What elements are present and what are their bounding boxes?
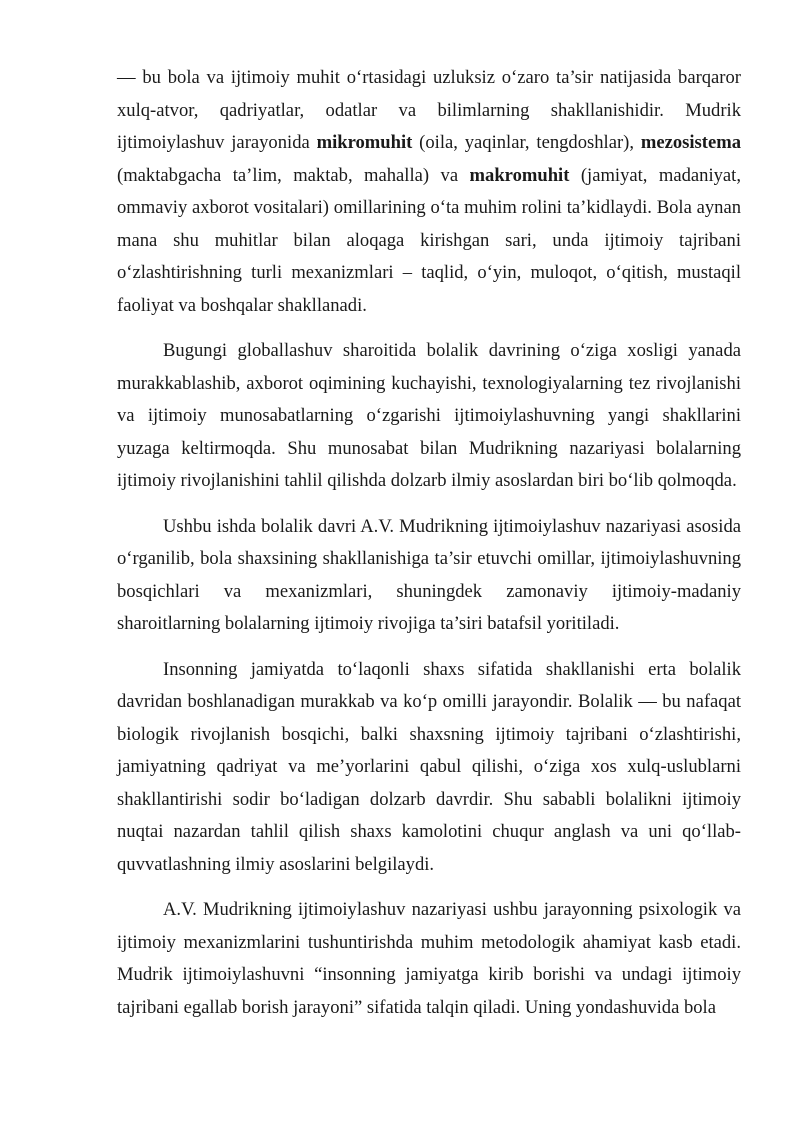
paragraph-1 [117,62,741,322]
term-mezosistema: mezosistema [640,132,742,153]
paragraph-1-text-c: (oila, yaqinlar, tengdoshlar), [412,132,641,153]
paragraph-4: Insonning jamiyatda to‘laqonli shaxs sifatida shakllanishi erta bolalik davridan boshlanadigan murakkab va ko‘p omilli jarayondir. Bolalik — bu nafaqat biologik rivojlanish bosqichi, balki shaxsning ijtimoiy tajribani o‘zlashtirishi, jamiyatning qadriyat va me’yorlarini qabul qilishi, o‘ziga xos xulq-uslublarni shakllantirishi sodir bo‘ladigan dolzarb davrdir. Shu sababli bolalikni ijtimoiy nuqtai nazardan tahlil qilish shaxs kamolotini chuqur anglash va uni qo‘llab-quvvatlashning ilmiy asoslarini belgilaydi. [117,658,741,875]
paragraph-5: A.V. Mudrikning ijtimoiylashuv nazariyasi ushbu jarayonning psixologik va ijtimoiy mexanizmlarini tushuntirishda muhim metodologik ahamiyat kasb etadi. Mudrik ijtimoiylashuvni “insonning jamiyatga kirib borishi va undagi ijtimoiy tajribani egallab borish jarayoni” sifatida talqin qiladi. Uning yondashuvida bola [117,899,741,1018]
paragraph-1-text-e: (jamiyat, madaniyat, ommaviy axborot vositalari) omillarining o‘ta muhim rolini ta’kidlaydi. Bola aynan mana shu muhitlar bilan aloqaga kirishgan sari, unda ijtimoiy tajribani o‘zlashtirishning turli mexanizmlari – taqlid, o‘yin, muloqot, o‘qitish, mustaqil faoliyat va boshqalar shakllanadi. [117,164,741,316]
term-makromuhit: makromuhit [469,164,570,186]
paragraph-3: Ushbu ishda bolalik davri A.V. Mudrikning ijtimoiylashuv nazariyasi asosida o‘rganilib, bola shaxsining shakllanishiga ta’sir etuvchi omillar, ijtimoiylashuvning bosqichlari va mexanizmlari, shuningdek zamonaviy ijtimoiy-madaniy sharoitlarning bolalarning ijtimoiy rivojiga ta’siri batafsil yoritiladi. [117,515,741,634]
term-mikromuhit: mikromuhit [316,132,413,153]
paragraph-2: Bugungi globallashuv sharoitida bolalik davrining o‘ziga xosligi yanada murakkablashib, axborot oqimining kuchayishi, texnologiyalarning tez rivojlanishi va ijtimoiy munosabatlarning o‘zgarishi ijtimoiylashuvning yangi shakllarini yuzaga keltirmoqda. Shu munosabat bilan Mudrikning nazariyasi bolalarning ijtimoiy rivojlanishini tahlil qilishda dolzarb ilmiy asoslardan biri bo‘lib qolmoqda. [117,340,741,491]
document-page [117,62,741,1037]
paragraph-1-text-a: — bu bola va ijtimoiy muhit o‘rtasidagi uzluksiz o‘zaro ta’sir natijasida barqaror xulq-atvor, qadriyatlar, odatlar va bilimlarning shakllanishidir. Mudrik ijtimoiylashuv jarayonida [117,67,741,153]
paragraph-1-text-d: (maktabgacha ta’lim, maktab, mahalla) va [117,164,470,186]
